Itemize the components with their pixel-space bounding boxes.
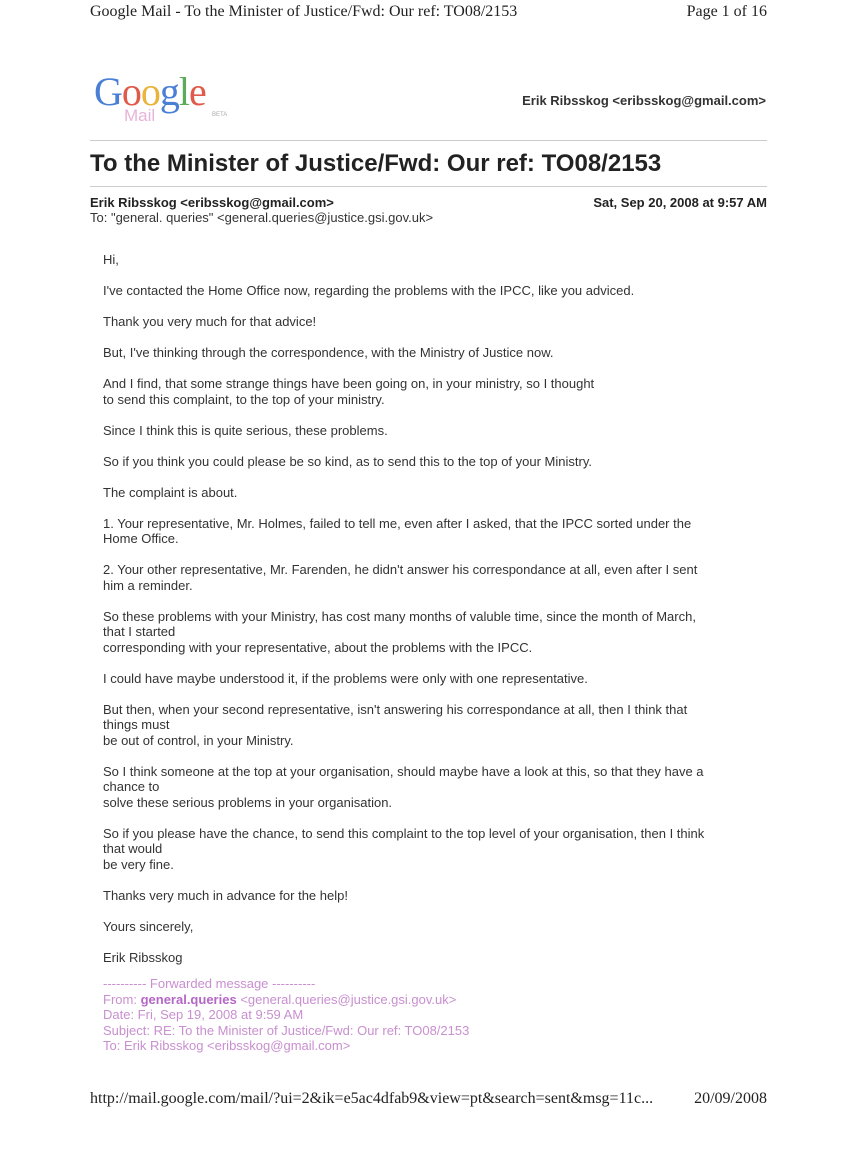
print-url: http://mail.google.com/mail/?ui=2&ik=e5ac4dfab9&view=pt&search=sent&msg=11c... xyxy=(90,1090,654,1107)
message-paragraph: I've contacted the Home Office now, regarding the problems with the IPCC, like you adviced. xyxy=(103,283,635,298)
message-paragraph: Thank you very much for that advice! xyxy=(103,314,317,329)
message-paragraph: So if you think you could please be so kind, as to send this to the top of your Ministry. xyxy=(103,453,592,469)
forward-to: To: Erik Ribsskog <eribsskog@gmail.com> xyxy=(103,1038,351,1053)
forward-separator: ---------- Forwarded message ---------- xyxy=(103,976,316,991)
message-paragraph: Yours sincerely, xyxy=(103,918,194,934)
forward-subject: Subject: RE: To the Minister of Justice/Fwd: Our ref: TO08/2153 xyxy=(103,1022,470,1038)
message-paragraph: So if you please have the chance, to send this complaint to the top level of your organisation, then I think that would be very fine. xyxy=(103,825,705,872)
sender: Erik Ribsskog <eribsskog@gmail.com> xyxy=(90,195,334,210)
message-date: Sat, Sep 20, 2008 at 9:57 AM xyxy=(593,195,767,210)
page-number: Page 1 of 16 xyxy=(686,3,767,20)
print-date: 20/09/2008 xyxy=(694,1090,767,1107)
print-header xyxy=(90,3,767,21)
subject-divider xyxy=(90,186,767,187)
forwarded-message xyxy=(103,976,743,1054)
print-header-title: Google Mail - To the Minister of Justice/Fwd: Our ref: TO08/2153 xyxy=(90,3,518,20)
message-paragraph: Erik Ribsskog xyxy=(103,949,183,965)
email-subject: To the Minister of Justice/Fwd: Our ref: TO08/2153 xyxy=(90,150,662,177)
message-paragraph: And I find, that some strange things have been going on, in your ministry, so I thought to send this complaint, to the top of your ministry. xyxy=(103,376,595,407)
message-paragraph: So these problems with your Ministry, has cost many months of valuble time, since the month of March, that I started corresponding with your representative, about the problems with the IPCC. xyxy=(103,608,696,655)
message-paragraph: Since I think this is quite serious, these problems. xyxy=(103,422,388,438)
message-body xyxy=(103,252,753,981)
message-paragraph: 2. Your other representative, Mr. Farenden, he didn't answer his correspondance at all, even after I sent him a reminder. xyxy=(103,562,698,593)
message-paragraph: I could have maybe understood it, if the problems were only with one representative. xyxy=(103,670,588,686)
header-divider xyxy=(90,140,767,141)
message-header xyxy=(90,195,767,210)
message-paragraph: 1. Your representative, Mr. Holmes, failed to tell me, even after I asked, that the IPCC sorted under the Home Office. xyxy=(103,515,692,546)
message-paragraph: Thanks very much in advance for the help! xyxy=(103,887,348,903)
print-footer xyxy=(90,1090,767,1108)
message-paragraph: The complaint is about. xyxy=(103,484,238,500)
google-mail-logo xyxy=(94,69,234,132)
forward-date: Date: Fri, Sep 19, 2008 at 9:59 AM xyxy=(103,1007,304,1022)
forward-from-name: general.queries xyxy=(140,991,237,1007)
beta-label: BETA xyxy=(212,112,228,118)
message-paragraph: But then, when your second representative, isn't answering his correspondance at all, then I think that things must be out of control, in your Ministry. xyxy=(103,701,688,748)
mail-logo-text: Mail xyxy=(124,106,156,125)
message-paragraph: Hi, xyxy=(103,252,119,267)
message-paragraph: But, I've thinking through the correspondence, with the Ministry of Justice now. xyxy=(103,345,554,360)
account-email: Erik Ribsskog <eribsskog@gmail.com> xyxy=(522,93,766,108)
recipient: To: "general. queries" <general.queries@justice.gsi.gov.uk> xyxy=(90,210,434,225)
google-logo-text: Google xyxy=(94,69,206,114)
forward-from: From: general.queries <general.queries@justice.gsi.gov.uk> xyxy=(103,991,457,1007)
message-paragraph: So I think someone at the top at your organisation, should maybe have a look at this, so that they have a chance to solve these serious problems in your organisation. xyxy=(103,763,704,810)
forward-from-email: <general.queries@justice.gsi.gov.uk> xyxy=(240,991,457,1007)
